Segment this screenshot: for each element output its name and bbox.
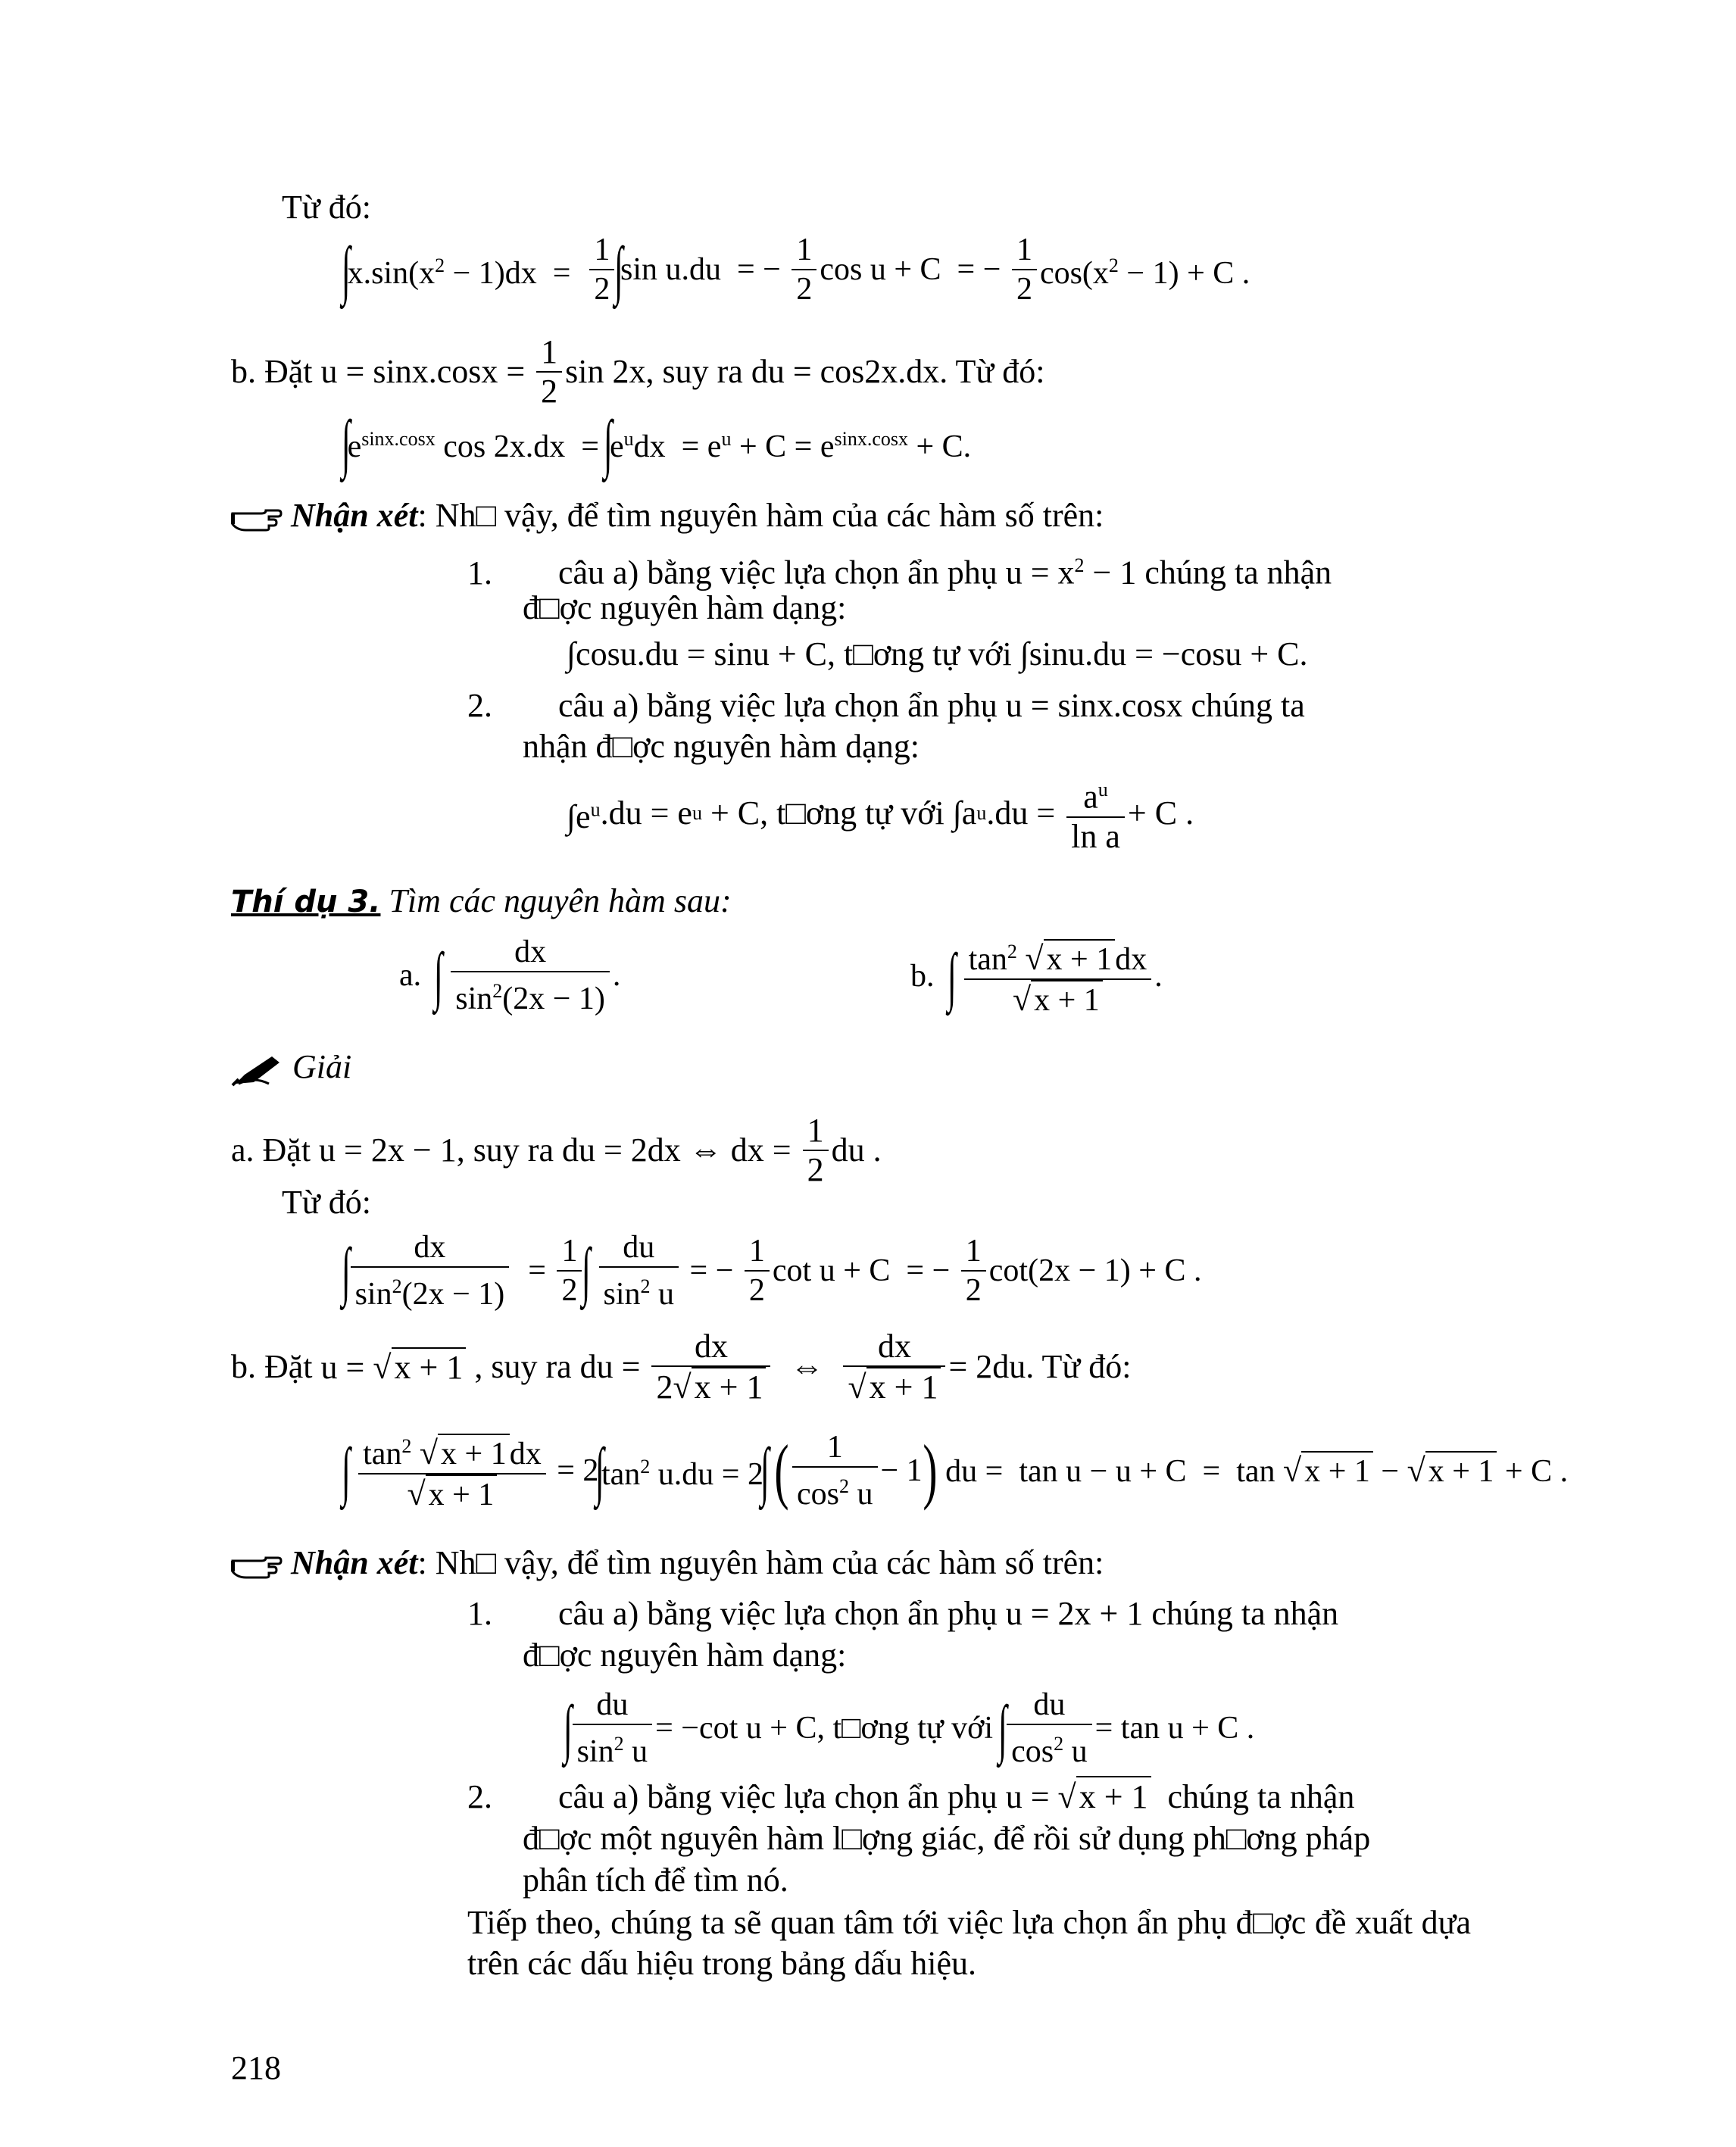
formula-ex3a: ∫ $\frac{dx}{\sin^2(2x - 1)}$ = $\frac{1}{2}$ ∫ $\frac{du}{\sin^2 u}$ = − $\frac{1}{2}$ cot u + C = − $\frac{1}{2}$ cot(2x − 1) + C . [341, 1230, 1202, 1312]
example3-heading: Thí dụ 3. Tìm các nguyên hàm sau: [231, 882, 732, 919]
remark2-item2-cont2: phân tích để tìm nó. [523, 1861, 788, 1899]
formula-ex3b: ∫ $\frac{\tan^2 √x + 1dx}{√x + 1}$ = $2\int\tan^2$ u.du = 2∫ ( $\frac{1}{\cos^2 u}$ − 1) du = tan u − u + C = tan √x + 1 − √x + 1 + C . [345, 1428, 1568, 1514]
remark2-lead: Nhận xét: Nh□ vậy, để tìm nguyên hàm của các hàm số trên: [231, 1543, 1104, 1583]
solution-heading: Giải [231, 1047, 351, 1087]
page-number: 218 [231, 2049, 281, 2086]
remark-label: Nhận xét [291, 1544, 418, 1581]
remark2-item1-formula: ∫ $\frac{du}{\sin^2 u}$ = −cot u + C, t□ơng tự với ∫ $\frac{du}{\cos^2 u}$ = tan u + C . [563, 1687, 1255, 1769]
remark1-item2-formula: $\int e^u.du$ = eu + C, t□ơng tự với ∫au.du = $\frac{a^u}{\text{ln a}}$ + C . [567, 771, 1194, 856]
remark2-item2-cont1: đ□ợc một nguyên hàm l□ợng giác, để rồi sử dụng ph□ơng pháp [523, 1820, 1371, 1857]
remark2-item1: 1. câu a) bằng việc lựa chọn ẩn phụ u = 2x + 1 chúng ta nhận [467, 1595, 1339, 1632]
remark1-item2: 2. câu a) bằng việc lựa chọn ẩn phụ u = sinx.cosx chúng ta [467, 687, 1305, 724]
pointing-hand-icon [231, 1553, 283, 1579]
pointing-hand-icon [231, 506, 283, 532]
remark1-item1: 1. câu a) bằng việc lựa chọn ẩn phụ $u = x^2 - 1$ chúng ta nhận [467, 554, 1332, 591]
ex3-a-intro: Từ đó: [282, 1184, 371, 1221]
example-label: Thí dụ 3. [231, 885, 381, 919]
ex2-b-line: b. Đặt u = sinx.cosx = $\frac{1}{2}$ sin 2x, suy ra du = cos2x.dx. Từ đó: [231, 333, 1045, 410]
remark2-item1-cont: đ□ợc nguyên hàm dạng: [523, 1637, 847, 1674]
remark1-lead: Nhận xét: Nh□ vậy, để tìm nguyên hàm của các hàm số trên: [231, 496, 1104, 535]
example3-b: b. ∫ $\frac{\tan^2 √x + 1dx}{√x + 1}$ . [910, 933, 1163, 1019]
remark1-item2-cont: nhận đ□ợc nguyên hàm dạng: [523, 728, 920, 765]
remark1-item1-formula: ∫cosu.du = sinu + C, t□ơng tự với ∫sinu.du = −cosu + C. [567, 635, 1308, 672]
pen-writing-icon [231, 1053, 284, 1087]
formula-ex2b: $\int e^{sinx.cosx}$ $\cos 2x.dx = \int e^udx = e^u + C = e^{sinx.cosx} + C$. [341, 407, 972, 479]
closing-paragraph: Tiếp theo, chúng ta sẽ quan tâm tới việc lựa chọn ẩn phụ đ□ợc đề xuất dựa trên các dấu hiệu trong bảng dấu hiệu. [467, 1904, 1471, 1982]
remark-label: Nhận xét [291, 497, 418, 534]
remark1-item1-cont: đ□ợc nguyên hàm dạng: [523, 589, 847, 626]
ex2-intro: Từ đó: [282, 189, 371, 226]
ex3-b-line: b. Đặt u = √x + 1 , suy ra du = $\frac{dx}{2√x + 1}$ ⇔ $\frac{dx}{√x + 1}$ = 2du. Từ đó: [231, 1328, 1132, 1406]
formula-ex2a: $\int x.\sin(x^2 - 1)dx$ = $\frac{1}{2}$ ∫sin u.du = − $\frac{1}{2}$ cos u + C = − $\frac{1}{2}$ $\cos(x^2 - 1) + C$ . [341, 232, 1250, 307]
ex3-a-line: a. Đặt u = 2x − 1, suy ra du = 2dx ⇔ dx = $\frac{1}{2}$ du . [231, 1112, 882, 1188]
example3-a: a. ∫ $\frac{dx}{\sin^2(2x - 1)}$ . [399, 935, 621, 1016]
remark2-item2: 2. câu a) bằng việc lựa chọn ẩn phụ u = √x + 1 chúng ta nhận [467, 1776, 1354, 1817]
